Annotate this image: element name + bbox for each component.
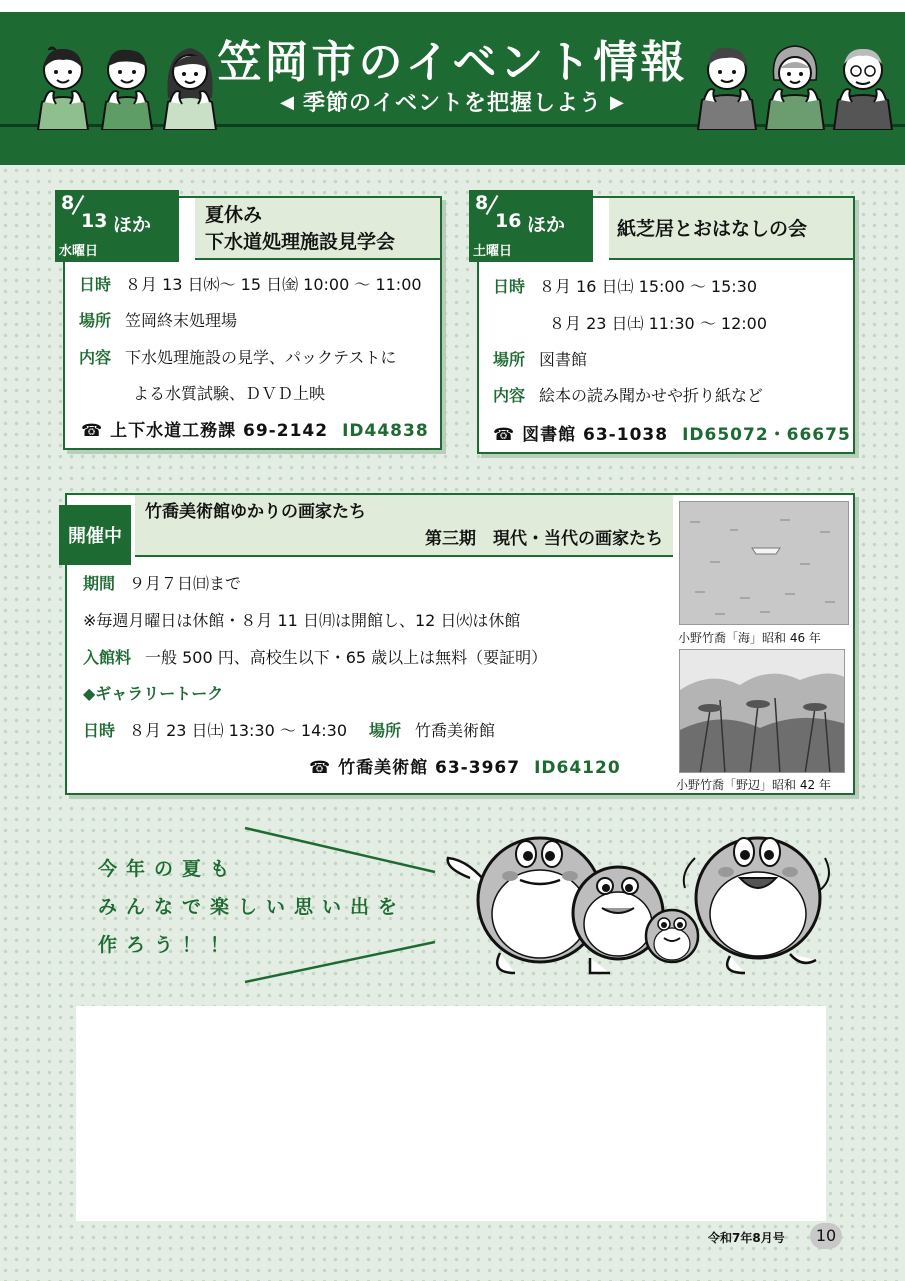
subtitle-text: 季節のイベントを把握しよう [302,91,602,116]
event-place-row [493,347,587,370]
event-title-line2: 下水道処理施設見学会 [205,231,396,253]
date-suffix: ほか [113,214,152,236]
contact-id: ID44838 [342,421,429,441]
painting-sea-caption: 小野竹喬「海」昭和 46 年 [678,631,821,645]
blank-ad-space [76,1006,826,1221]
date-suffix: ほか [527,214,566,236]
museum-exhibition-card [65,493,855,795]
content-label: 内容 [79,348,112,367]
exhibition-title-line1: 竹喬美術館ゆかりの画家たち [145,502,366,522]
slogan-line3: 作ろう！！ [98,934,239,956]
page-subtitle [0,86,905,117]
mascot-mother-icon [684,838,829,973]
time-value: ８月 13 日㈬～ 15 日㈮ 10:00 ～ 11:00 [125,275,422,294]
content-line1: 下水処理施設の見学、パックテストに [125,348,397,367]
date-weekday: 土曜日 [473,244,513,259]
date-weekday: 水曜日 [59,244,99,259]
time-value-2: ８月 23 日㈯ 11:30 ～ 12:00 [549,314,768,333]
contact-text: 図書館 63-1038 [522,425,669,445]
slogan-line2: みんなで楽しい思い出を [98,896,407,918]
mascot-child-icon [573,867,663,973]
page-number: 10 [810,1223,842,1249]
painting-sea-image [679,501,849,625]
event-card-sewage-tour [59,192,442,450]
fee-label: 入館料 [83,648,132,667]
now-open-badge: 開催中 [59,505,131,565]
fee-value: 一般 500 円、高校生以下・65 歳以上は無料（要証明） [145,648,548,667]
place-value: 笠岡終末処理場 [125,311,238,330]
event-time-row-2 [549,311,767,334]
event-title [195,198,440,260]
exhibition-title [135,495,673,557]
time-label: 日時 [493,277,526,296]
phone-icon: ☎ [493,425,516,445]
exhibition-closure-note: ※毎週月曜日は休館・８月 11 日㈪は開館し、12 日㈫は休館 [83,611,521,630]
event-date-badge [469,190,593,262]
gallery-talk-row [83,718,495,741]
time-label: 日時 [79,275,112,294]
mascot-baby-icon [646,910,698,962]
phone-icon: ☎ [81,421,104,441]
event-title-line1: 夏休み [205,204,263,226]
exhibition-contact [309,753,621,778]
header-top-band [0,0,905,12]
exhibition-fee-row [83,645,547,668]
place-value: 図書館 [539,350,588,369]
event-date-badge [55,190,179,262]
event-card-storytelling [473,192,855,454]
summer-slogan [98,850,406,964]
period-label: 期間 [83,574,116,593]
event-contact [81,416,429,441]
contact-id: ID64120 [534,758,621,778]
event-time-row [493,274,757,297]
page-title: 笠岡市のイベント情報 [217,37,688,88]
date-month: 8 [61,192,75,214]
talk-place-label: 場所 [369,721,402,740]
content-value: 絵本の読み聞かせや折り紙など [539,386,764,405]
issue-label: 令和7年8月号 [708,1231,785,1245]
contact-text: 上下水道工務課 69-2142 [110,421,329,441]
place-label: 場所 [79,311,112,330]
painting-field-caption: 小野竹喬「野辺」昭和 42 年 [676,778,831,792]
phone-icon: ☎ [309,758,332,778]
sea-painting-icon [680,502,849,625]
painting-field-image [679,649,845,773]
event-place-row [79,308,237,331]
date-month: 8 [475,192,489,214]
exhibition-period-row [83,571,241,594]
mascot-family-illustration [440,828,840,978]
contact-id: ID65072・66675 [682,425,851,445]
place-label: 場所 [493,350,526,369]
period-value: ９月７日㈰まで [129,574,242,593]
event-contact [493,420,851,445]
contact-text: 竹喬美術館 63-3967 [338,758,521,778]
talk-place-value: 竹喬美術館 [415,721,496,740]
triangle-right-icon: ▶ [610,92,625,113]
time-value-1: ８月 16 日㈯ 15:00 ～ 15:30 [539,277,758,296]
talk-time-value: ８月 23 日㈯ 13:30 ～ 14:30 [129,721,348,740]
gallery-talk-heading: ◆ギャラリートーク [83,684,224,703]
event-title: 紙芝居とおはなしの会 [609,198,853,260]
event-time-row [79,272,422,295]
event-content-row-2 [133,381,325,404]
event-content-row [79,345,396,368]
talk-time-label: 日時 [83,721,116,740]
triangle-left-icon: ◀ [280,92,295,113]
field-painting-icon [680,650,845,773]
slogan-line1: 今年の夏も [98,858,239,880]
event-content-row [493,383,763,406]
date-day: 16 [495,210,522,232]
content-label: 内容 [493,386,526,405]
date-day: 13 [81,210,108,232]
exhibition-title-line2: 第三期 現代・当代の画家たち [425,529,663,549]
content-line2: よる水質試験、ＤＶＤ上映 [133,384,326,403]
